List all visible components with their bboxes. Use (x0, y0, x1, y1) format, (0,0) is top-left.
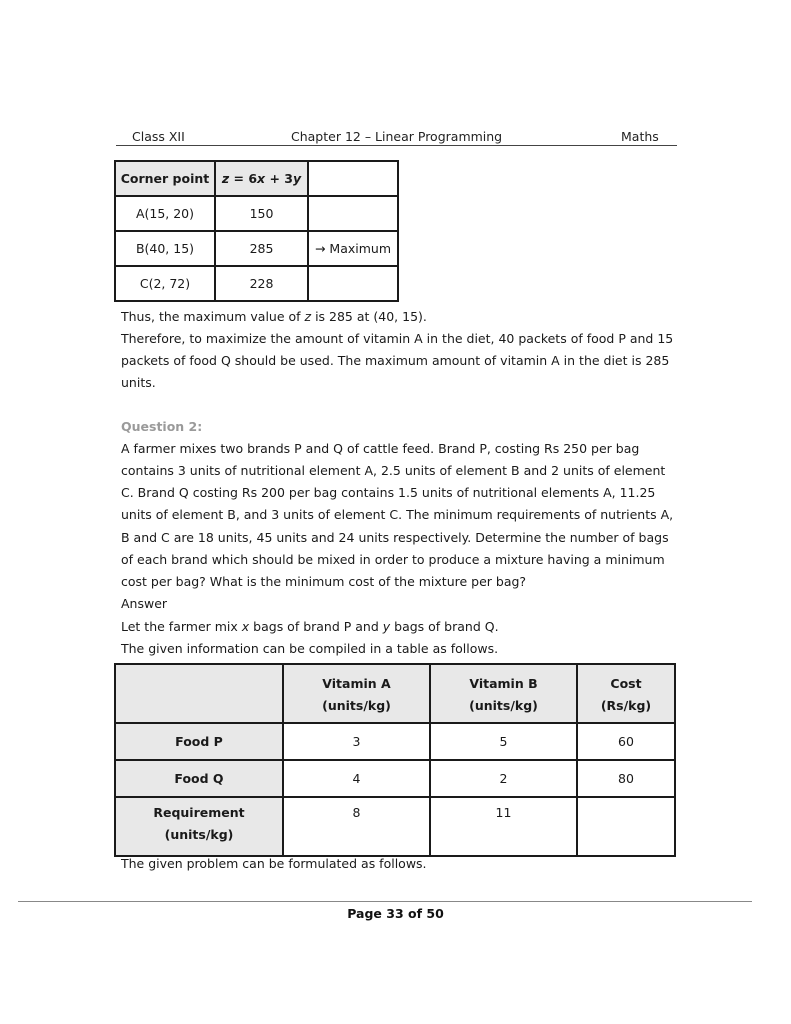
header-corner-point: Corner point (120, 171, 210, 186)
table-cell: 228 (215, 266, 308, 301)
table-cell: 5 (430, 723, 577, 760)
table-row (115, 196, 398, 231)
question-line: A farmer mixes two brands P and Q of cattle feed. Brand P, costing Rs 250 per bag (121, 441, 640, 456)
after-table-line: The given problem can be formulated as follows. (121, 856, 427, 871)
question-line: contains 3 units of nutritional element A, 2.5 units of element B and 2 units of element (121, 463, 666, 478)
table-cell: 2 (430, 760, 577, 797)
table-header-cell (577, 664, 675, 723)
header-unit: (units/kg) (469, 698, 538, 713)
cell-value: 11 (495, 805, 512, 820)
table-cell (577, 797, 675, 856)
corner-point-table (114, 160, 399, 302)
row-label: Food Q (115, 760, 283, 797)
header-vitamin-a: Vitamin A (322, 676, 391, 691)
question-line: cost per bag? What is the minimum cost of the mixture per bag? (121, 574, 527, 589)
table-cell: 4 (283, 760, 430, 797)
footer-divider (18, 901, 752, 902)
header-class: Class XII (132, 129, 185, 144)
table-cell (308, 196, 398, 231)
answer-label: Answer (121, 596, 168, 611)
question-line: B and C are 18 units, 45 units and 24 units respectively. Determine the number of bags (121, 530, 669, 545)
table-cell: 3 (283, 723, 430, 760)
table-cell: 150 (215, 196, 308, 231)
table-header-cell (115, 161, 215, 196)
table-header-row (115, 161, 398, 196)
nutrition-table (114, 663, 676, 857)
row-label-unit: (units/kg) (164, 827, 234, 842)
row-label-requirement: Requirement (153, 805, 245, 820)
answer-line: Let the farmer mix x bags of brand P and y bags of brand Q. (121, 619, 499, 634)
table-cell: C(2, 72) (115, 266, 215, 301)
header-subject: Maths (621, 129, 659, 144)
conclusion-line: Therefore, to maximize the amount of vitamin A in the diet, 40 packets of food P and 15 (121, 331, 674, 346)
table-cell: 60 (577, 723, 675, 760)
header-vitamin-b: Vitamin B (469, 676, 538, 691)
conclusion-line: packets of food Q should be used. The maximum amount of vitamin A in the diet is 285 (121, 353, 670, 368)
table-cell: 285 (215, 231, 308, 266)
question-line: of each brand which should be mixed in order to produce a mixture having a minimum (121, 552, 665, 567)
table-row (115, 723, 675, 760)
table-cell (308, 266, 398, 301)
header-objective: z = 6x + 3y (221, 171, 302, 186)
table-cell: B(40, 15) (115, 231, 215, 266)
header-divider (116, 145, 677, 146)
question-line: units of element B, and 3 units of element C. The minimum requirements of nutrients A, (121, 507, 674, 522)
table-row (115, 760, 675, 797)
row-label: Food P (115, 723, 283, 760)
cell-value (578, 798, 674, 802)
table-header-cell (215, 161, 308, 196)
table-row (115, 266, 398, 301)
table-header-cell (430, 664, 577, 723)
question-line: C. Brand Q costing Rs 200 per bag contains 1.5 units of nutritional elements A, 11.25 (121, 485, 656, 500)
question-title: Question 2: (121, 419, 203, 434)
conclusion-line: units. (121, 375, 156, 390)
table-cell (283, 797, 430, 856)
answer-line: The given information can be compiled in a table as follows. (121, 641, 499, 656)
table-cell: 80 (577, 760, 675, 797)
page-number: Page 33 of 50 (347, 906, 444, 921)
cell-value: 8 (352, 805, 361, 820)
header-cost: Cost (610, 676, 642, 691)
table-row (115, 231, 398, 266)
table-header-cell (283, 664, 430, 723)
row-label (115, 797, 283, 856)
header-unit: (Rs/kg) (600, 698, 652, 713)
table-header-cell (308, 161, 398, 196)
table-header-row (115, 664, 675, 723)
conclusion-line: Thus, the maximum value of z is 285 at (40, 15). (121, 309, 427, 324)
table-cell-maximum: → Maximum (308, 231, 398, 266)
table-row (115, 797, 675, 856)
table-cell (430, 797, 577, 856)
table-cell: A(15, 20) (115, 196, 215, 231)
table-header-cell (115, 664, 283, 723)
header-chapter: Chapter 12 – Linear Programming (291, 129, 503, 144)
header-unit: (units/kg) (322, 698, 391, 713)
